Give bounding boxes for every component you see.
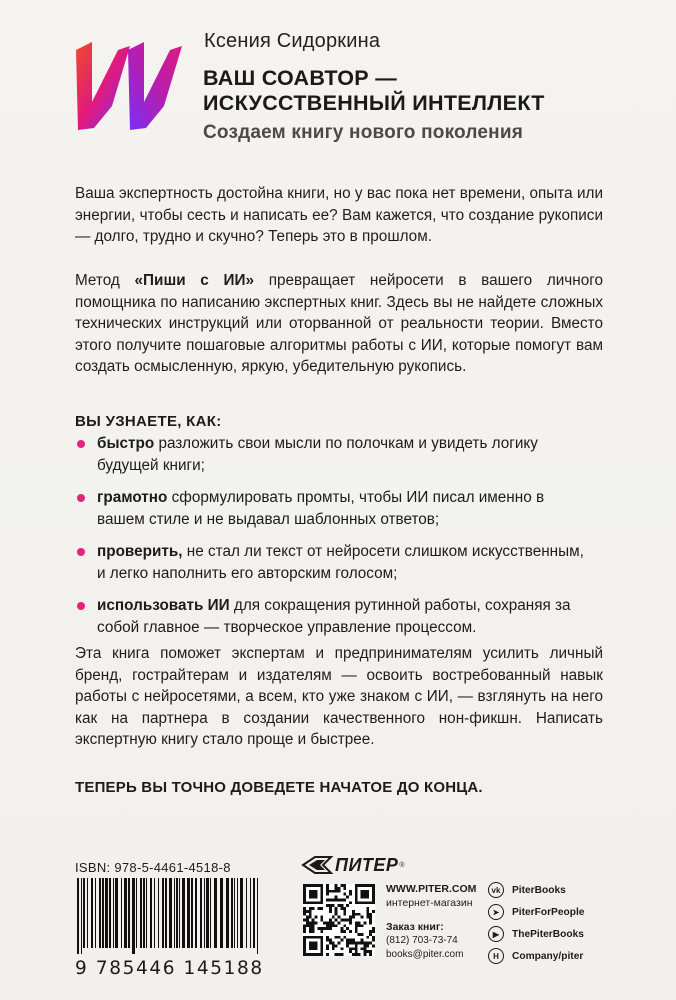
qr-module — [343, 884, 346, 887]
qr-module — [338, 898, 341, 901]
qr-module — [338, 953, 341, 956]
social-label: PiterBooks — [512, 884, 566, 896]
qr-module — [309, 913, 312, 916]
barcode-bar — [95, 878, 96, 948]
qr-module — [340, 939, 343, 942]
qr-module — [329, 924, 332, 927]
qr-module — [312, 930, 315, 933]
qr-module — [320, 930, 323, 933]
qr-module — [346, 939, 349, 942]
qr-module — [312, 927, 315, 930]
barcode-bar — [187, 878, 190, 948]
qr-module — [326, 921, 329, 924]
qr-module — [335, 898, 338, 901]
qr-module — [369, 919, 372, 922]
qr-module — [332, 904, 335, 907]
order-label: Заказ книг: — [386, 921, 444, 933]
closing-tagline: ТЕПЕРЬ ВЫ ТОЧНО ДОВЕДЕТЕ НАЧАТОЕ ДО КОНЦА. — [75, 779, 483, 796]
barcode-bar — [87, 878, 88, 948]
qr-module — [329, 890, 332, 893]
barcode-bar — [257, 878, 258, 954]
qr-module — [355, 927, 358, 930]
qr-module — [309, 927, 312, 930]
qr-module — [332, 947, 335, 950]
barcode-bar — [128, 878, 130, 948]
qr-module — [349, 893, 352, 896]
qr-module — [326, 927, 329, 930]
piter-arrow-icon — [301, 855, 335, 875]
qr-module — [329, 919, 332, 922]
qr-module — [312, 919, 315, 922]
intro-paragraph: Ваша экспертность достойна книги, но у вас пока нет времени, опыта или энергии, чтобы сесть и написать ее? Вам кажется, что создание рукописи — долго, трудно и скучно? Теперь это в прошлом. — [75, 185, 603, 245]
qr-module — [361, 947, 364, 950]
qr-module — [306, 921, 309, 924]
qr-module — [349, 921, 352, 924]
qr-module — [332, 921, 335, 924]
barcode-bar — [143, 878, 145, 948]
qr-code-icon — [303, 884, 375, 956]
qr-module — [326, 887, 329, 890]
qr-module — [366, 950, 369, 953]
publisher-logo — [301, 854, 405, 876]
barcode-bar — [195, 878, 197, 948]
barcode-bar — [234, 878, 235, 948]
qr-module — [343, 919, 346, 922]
qr-module — [340, 930, 343, 933]
audience-paragraph: Эта книга поможет экспертам и предпринимателям усилить личный бренд, гострайтерам и издателям — освоить востребованный навык работы с нейросетями, а всем, кто уже знаком с ИИ, — взглянуть на него как на партнера в создании качественного нон-фикшн. Написать экспертную книгу стало проще и быстрее. — [75, 645, 603, 748]
qr-module — [338, 887, 341, 890]
barcode-bar — [162, 878, 164, 948]
qr-module — [361, 890, 370, 899]
qr-module — [366, 942, 369, 945]
bullet-dot-icon — [77, 548, 85, 556]
qr-module — [349, 950, 352, 953]
qr-module — [343, 924, 346, 927]
qr-module — [326, 904, 329, 907]
qr-module — [355, 921, 358, 924]
qr-module — [340, 953, 343, 956]
qr-module — [346, 919, 349, 922]
qr-module — [352, 913, 355, 916]
list-item — [75, 541, 595, 584]
qr-module — [309, 942, 318, 951]
method-text: превращает нейросети в вашего личного помощника по написанию экспертных книг. Здесь вы не найдете сложных технических инструкций или оторванной от реальности теории. Вместо этого получите пошаговые алгоритмы работы с ИИ, которые помогут вам создать осмысленную, яркую, убедительную рукопись. — [75, 272, 603, 375]
barcode-bar — [124, 878, 127, 948]
qr-module — [372, 939, 375, 942]
social-label: PiterForPeople — [512, 906, 585, 918]
social-item-youtube[interactable] — [488, 926, 608, 942]
qr-module — [329, 921, 332, 924]
qr-module — [335, 944, 338, 947]
list-item — [75, 433, 595, 476]
barcode-bar — [132, 878, 135, 954]
barcode-bar — [237, 878, 238, 948]
qr-module — [343, 887, 346, 890]
qr-module — [340, 927, 343, 930]
barcode-bar — [220, 878, 223, 948]
qr-module — [306, 916, 309, 919]
qr-module — [352, 953, 355, 956]
qr-module — [335, 890, 338, 893]
barcode-bar — [81, 878, 82, 954]
qr-module — [329, 939, 332, 942]
ii-logo-icon — [72, 36, 184, 136]
qr-module — [363, 950, 366, 953]
bullet-dot-icon — [77, 602, 85, 610]
qr-module — [332, 924, 335, 927]
order-email[interactable]: books@piter.com — [386, 949, 464, 960]
qr-module — [335, 924, 338, 927]
registered-icon: ® — [399, 861, 405, 869]
bullet-bold: быстро — [97, 435, 155, 452]
qr-module — [326, 947, 329, 950]
qr-module — [366, 936, 369, 939]
qr-module — [358, 921, 361, 924]
qr-module — [326, 936, 329, 939]
barcode-bar — [99, 878, 101, 948]
barcode-bar — [136, 878, 137, 948]
qr-module — [369, 942, 372, 945]
barcode-bar — [200, 878, 202, 948]
website-link[interactable]: WWW.PITER.COM — [386, 883, 477, 895]
qr-module — [326, 898, 329, 901]
qr-module — [340, 907, 343, 910]
order-phone: (812) 703-73-74 — [386, 935, 458, 946]
qr-module — [369, 913, 372, 916]
qr-module — [363, 942, 366, 945]
qr-module — [335, 913, 338, 916]
qr-module — [320, 907, 323, 910]
qr-module — [369, 921, 372, 924]
qr-module — [326, 953, 329, 956]
barcode-bar — [113, 878, 114, 948]
qr-module — [326, 924, 329, 927]
barcode-bar — [154, 878, 155, 948]
qr-module — [335, 907, 338, 910]
barcode-bar — [77, 878, 79, 954]
qr-module — [329, 907, 332, 910]
qr-module — [340, 884, 343, 887]
qr-module — [306, 919, 309, 922]
qr-module — [309, 921, 312, 924]
list-item — [75, 487, 595, 530]
qr-module — [338, 942, 341, 945]
barcode-bar — [206, 878, 209, 948]
qr-module — [340, 898, 343, 901]
qr-module — [366, 913, 369, 916]
book-subtitle: Создаем книгу нового поколения — [203, 122, 523, 143]
qr-module — [315, 916, 318, 919]
youtube-icon: ▶ — [488, 926, 504, 942]
qr-module — [358, 933, 361, 936]
qr-module — [340, 919, 343, 922]
qr-module — [323, 927, 326, 930]
qr-module — [329, 904, 332, 907]
barcode-icon — [75, 878, 261, 954]
qr-module — [332, 890, 335, 893]
qr-module — [352, 916, 355, 919]
qr-module — [361, 933, 364, 936]
qr-module — [363, 921, 366, 924]
social-label: Company/piter — [512, 950, 584, 962]
qr-module — [315, 921, 318, 924]
qr-module — [326, 890, 329, 893]
barcode-bar — [150, 878, 152, 948]
qr-module — [355, 950, 358, 953]
qr-module — [335, 936, 338, 939]
social-item-headhunter[interactable] — [488, 948, 608, 964]
qr-module — [346, 927, 349, 930]
bullet-bold: проверить, — [97, 543, 183, 560]
barcode-bar — [210, 878, 211, 948]
qr-module — [332, 898, 335, 901]
qr-module — [309, 910, 312, 913]
bullet-dot-icon — [77, 440, 85, 448]
barcode-bar — [204, 878, 205, 948]
barcode-bar — [231, 878, 233, 948]
barcode-bar — [83, 878, 85, 948]
qr-module — [355, 947, 358, 950]
website-caption: интернет-магазин — [386, 897, 473, 909]
qr-module — [363, 944, 366, 947]
qr-module — [317, 927, 320, 930]
qr-module — [349, 947, 352, 950]
method-prefix: Метод — [75, 272, 135, 289]
bullet-text: разложить свои мысли по полочкам и увидеть логику будущей книги; — [97, 435, 538, 474]
qr-module — [349, 942, 352, 945]
barcode-bar — [253, 878, 255, 948]
qr-module — [369, 953, 372, 956]
barcode-bar — [102, 878, 104, 948]
qr-module — [355, 924, 358, 927]
isbn: ISBN: 978-5-4461-4518-8 — [75, 860, 231, 875]
qr-module — [343, 936, 346, 939]
qr-module — [355, 942, 358, 945]
qr-module — [309, 924, 312, 927]
headhunter-icon: H — [488, 948, 504, 964]
qr-module — [361, 942, 364, 945]
qr-module — [352, 942, 355, 945]
barcode-bar — [146, 878, 147, 948]
qr-module — [349, 916, 352, 919]
barcode-bar — [105, 878, 108, 948]
qr-module — [352, 910, 355, 913]
qr-module — [312, 921, 315, 924]
learn-heading: ВЫ УЗНАЕТЕ, КАК: — [75, 413, 222, 430]
qr-module — [312, 907, 315, 910]
qr-module — [320, 927, 323, 930]
qr-module — [309, 890, 318, 899]
book-title — [203, 66, 545, 116]
qr-module — [358, 942, 361, 945]
author-name: Ксения Сидоркина — [204, 30, 381, 52]
qr-module — [361, 916, 364, 919]
qr-module — [366, 910, 369, 913]
barcode-bar — [109, 878, 111, 948]
qr-module — [303, 924, 306, 927]
qr-module — [366, 916, 369, 919]
qr-module — [335, 887, 338, 890]
qr-module — [343, 907, 346, 910]
qr-module — [338, 921, 341, 924]
qr-module — [309, 930, 312, 933]
qr-module — [349, 939, 352, 942]
barcode-bar — [179, 878, 180, 948]
qr-module — [343, 893, 346, 896]
qr-module — [349, 930, 352, 933]
qr-module — [343, 913, 346, 916]
qr-module — [329, 910, 332, 913]
qr-module — [309, 907, 312, 910]
qr-module — [317, 907, 320, 910]
qr-module — [332, 944, 335, 947]
barcode-bar — [158, 878, 159, 948]
qr-module — [349, 890, 352, 893]
qr-module — [335, 953, 338, 956]
qr-module — [329, 942, 332, 945]
qr-module — [303, 927, 306, 930]
qr-module — [358, 913, 361, 916]
qr-module — [343, 910, 346, 913]
title-line-2: ИСКУССТВЕННЫЙ ИНТЕЛЛЕКТ — [203, 91, 545, 115]
barcode-bar — [115, 878, 118, 948]
barcode-number: 9 785446 145188 — [75, 958, 264, 979]
qr-module — [369, 930, 372, 933]
qr-module — [372, 910, 375, 913]
qr-module — [361, 924, 364, 927]
barcode-bar — [121, 878, 122, 948]
qr-module — [338, 890, 341, 893]
barcode-bar — [140, 878, 142, 948]
qr-module — [329, 898, 332, 901]
qr-module — [320, 919, 323, 922]
qr-module — [335, 884, 338, 887]
barcode-bar — [226, 878, 229, 948]
qr-module — [372, 944, 375, 947]
bullet-text: не стал ли текст от нейросети слишком искусственным, и легко наполнить его авторским голосом; — [97, 543, 584, 582]
qr-module — [355, 913, 358, 916]
barcode-bar — [169, 878, 172, 948]
learn-list — [75, 433, 595, 649]
qr-module — [358, 953, 361, 956]
qr-module — [332, 942, 335, 945]
qr-module — [303, 913, 306, 916]
qr-module — [329, 927, 332, 930]
qr-module — [332, 916, 335, 919]
qr-module — [369, 933, 372, 936]
qr-module — [361, 939, 364, 942]
qr-module — [363, 953, 366, 956]
qr-module — [346, 942, 349, 945]
vk-icon: vk — [488, 882, 504, 898]
method-name: «Пиши с ИИ» — [134, 272, 254, 289]
qr-module — [303, 910, 306, 913]
qr-module — [338, 904, 341, 907]
barcode-bar — [250, 878, 251, 948]
qr-module — [366, 907, 369, 910]
bullet-text: для сокращения рутинной работы, сохраняя за собой главное — творческое управление процессом. — [97, 597, 571, 636]
qr-module — [346, 944, 349, 947]
qr-module — [303, 907, 306, 910]
qr-module — [352, 947, 355, 950]
qr-module — [309, 916, 312, 919]
qr-module — [340, 904, 343, 907]
qr-module — [349, 919, 352, 922]
barcode-bar — [214, 878, 217, 948]
qr-module — [303, 919, 306, 922]
method-paragraph — [75, 270, 603, 378]
qr-module — [338, 936, 341, 939]
qr-module — [343, 898, 346, 901]
social-item-vk[interactable] — [488, 882, 608, 898]
social-label: ThePiterBooks — [512, 928, 584, 940]
barcode-bar — [91, 878, 93, 948]
qr-module — [355, 930, 358, 933]
qr-module — [358, 924, 361, 927]
barcode-bar — [176, 878, 178, 948]
qr-module — [363, 947, 366, 950]
qr-module — [320, 916, 323, 919]
barcode-bar — [191, 878, 193, 948]
qr-module — [343, 930, 346, 933]
qr-module — [372, 936, 375, 939]
bullet-bold: грамотно — [97, 489, 168, 506]
qr-module — [312, 924, 315, 927]
barcode-bar — [174, 878, 175, 948]
qr-module — [323, 921, 326, 924]
qr-module — [352, 939, 355, 942]
bullet-dot-icon — [77, 494, 85, 502]
list-item — [75, 595, 595, 638]
qr-module — [369, 950, 372, 953]
qr-module — [338, 916, 341, 919]
qr-module — [340, 947, 343, 950]
bullet-text: сформулировать промты, чтобы ИИ писал именно в вашем стиле и не выдавал шаблонных ответов; — [97, 489, 545, 528]
qr-module — [326, 939, 329, 942]
qr-module — [303, 930, 306, 933]
qr-module — [355, 944, 358, 947]
qr-module — [366, 944, 369, 947]
barcode-bar — [246, 878, 247, 948]
telegram-icon: ➤ — [488, 904, 504, 920]
barcode-bar — [182, 878, 185, 948]
social-item-telegram[interactable] — [488, 904, 608, 920]
barcode-bar — [165, 878, 167, 948]
qr-module — [372, 927, 375, 930]
qr-module — [306, 910, 309, 913]
qr-module — [335, 910, 338, 913]
qr-module — [346, 896, 349, 899]
qr-module — [326, 893, 329, 896]
bullet-bold: использовать ИИ — [97, 597, 230, 614]
qr-module — [306, 924, 309, 927]
qr-module — [326, 884, 329, 887]
qr-module — [372, 930, 375, 933]
qr-module — [346, 904, 349, 907]
publisher-name: ПИТЕР — [335, 854, 399, 875]
qr-module — [335, 919, 338, 922]
barcode-bar — [240, 878, 243, 948]
qr-module — [335, 896, 338, 899]
qr-module — [369, 916, 372, 919]
qr-module — [326, 944, 329, 947]
title-line-1: ВАШ СОАВТОР — — [203, 66, 398, 90]
qr-module — [355, 953, 358, 956]
qr-module — [349, 901, 352, 904]
